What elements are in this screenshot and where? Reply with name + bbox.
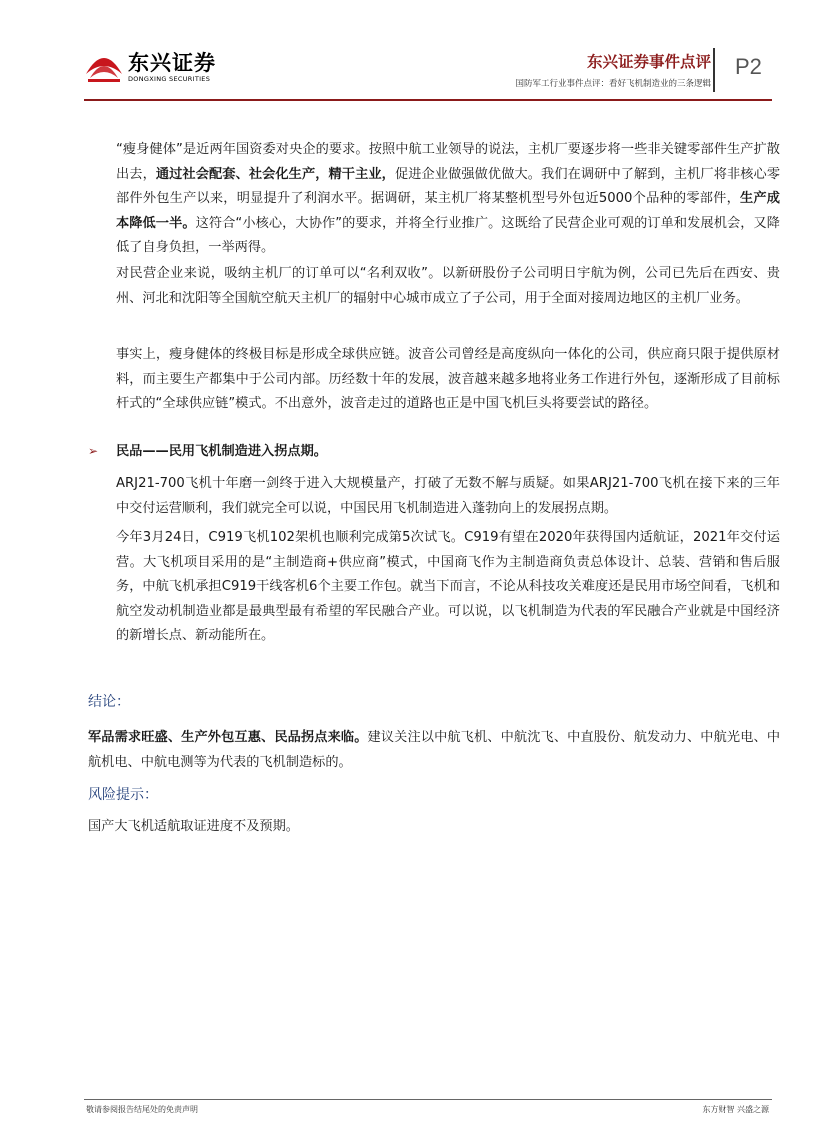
text-run: 这符合“小核心，大协作”的要求，并将全行业推广。这既给了民营企业可观的订单和发展机会，又降低了自身负担，一举两得。	[116, 215, 780, 255]
logo-chinese-name: 东兴证券	[128, 51, 216, 75]
section-civil-aircraft-heading: 民品——民用飞机制造进入拐点期。	[116, 444, 327, 459]
paragraph-c919: 今年3月24日，C919飞机102架机也顺利完成第5次试飞。C919有望在2020年获得国内适航证，2021年交付运营。大飞机项目采用的是“主制造商+供应商”模式，中国商飞作为主制造商负责总体设计、总装、营销和售后服务，中航飞机承担C919干线客机6个主要工作包。就当下而言，不论从科技攻关难度还是民用市场空间看，飞机和航空发动机制造业都是最典型最有希望的军民融合产业。可以说，以飞机制造为代表的军民融合产业就是中国经济的新增长点、新动能所在。	[116, 530, 780, 643]
logo-mark-icon	[84, 48, 124, 84]
risk-heading: 风险提示：	[88, 787, 158, 803]
company-logo	[84, 46, 224, 88]
footer-disclaimer: 敬请参阅报告结尾处的免责声明	[86, 1105, 198, 1114]
paragraph-private-enterprise: 对民营企业来说，吸纳主机厂的订单可以“名利双收”。以新研股份子公司明日宇航为例，公司已先后在西安、贵州、河北和沈阳等全国航空航天主机厂的辐射中心城市成立了子公司，用于全面对接周边地区的主机厂业务。	[116, 266, 780, 306]
bullet-arrow-icon: ➢	[88, 444, 99, 458]
text-run: 促进企业做强做优做大。我们在调研中了解到，主机厂将非核心零部件外包生产以来，明显提升了利润水平。据调研，某主机厂将某整机型号外包近5000个品种的零部件，	[116, 166, 781, 206]
bold-run: 通过社会配套、社会化生产，精干主业，	[155, 166, 395, 182]
report-subtitle: 国防军工行业事件点评：看好飞机制造业的三条逻辑	[515, 79, 711, 89]
risk-text: 国产大飞机适航取证进度不及预期。	[88, 819, 299, 834]
header-divider	[713, 48, 715, 92]
paragraph-slim-down	[116, 138, 780, 261]
page-number: P2	[735, 54, 762, 79]
conclusion-paragraph	[88, 726, 780, 775]
paragraph-arj21: ARJ21-700飞机十年磨一剑终于进入大规模量产，打破了无数不解与质疑。如果ARJ21-700飞机在接下来的三年中交付运营顺利，我们就完全可以说，中国民用飞机制造进入蓬勃向上的发展拐点期。	[116, 476, 780, 516]
conclusion-bold: 军品需求旺盛、生产外包互惠、民品拐点来临。	[88, 730, 368, 745]
footer-rule	[84, 1099, 772, 1100]
conclusion-heading: 结论：	[88, 694, 130, 710]
header-rule	[84, 99, 772, 101]
conclusion-text: 建议关注以中航飞机、中航沈飞、中直股份、航发动力、中航光电、中航机电、中航电测等为代表的飞机制造标的。	[88, 730, 781, 770]
bold-run: 生产成本降低一半。	[116, 191, 780, 231]
text-run: “瘦身健体”是近两年国资委对央企的要求。按照中航工业领导的说法，主机厂要逐步将一些非关键零部件生产扩散出去，	[116, 142, 780, 182]
footer-slogan: 东方财智 兴盛之源	[702, 1105, 769, 1114]
report-type-title: 东兴证券事件点评	[586, 53, 711, 71]
logo-english-name: DONGXING SECURITIES	[128, 75, 211, 83]
paragraph-global-supply-chain: 事实上，瘦身健体的终极目标是形成全球供应链。波音公司曾经是高度纵向一体化的公司，供应商只限于提供原材料，而主要生产都集中于公司内部。历经数十年的发展，波音越来越多地将业务工作进行外包，逐渐形成了目前标杆式的“全球供应链”模式。不出意外，波音走过的道路也正是中国飞机巨头将要尝试的路径。	[116, 347, 780, 411]
